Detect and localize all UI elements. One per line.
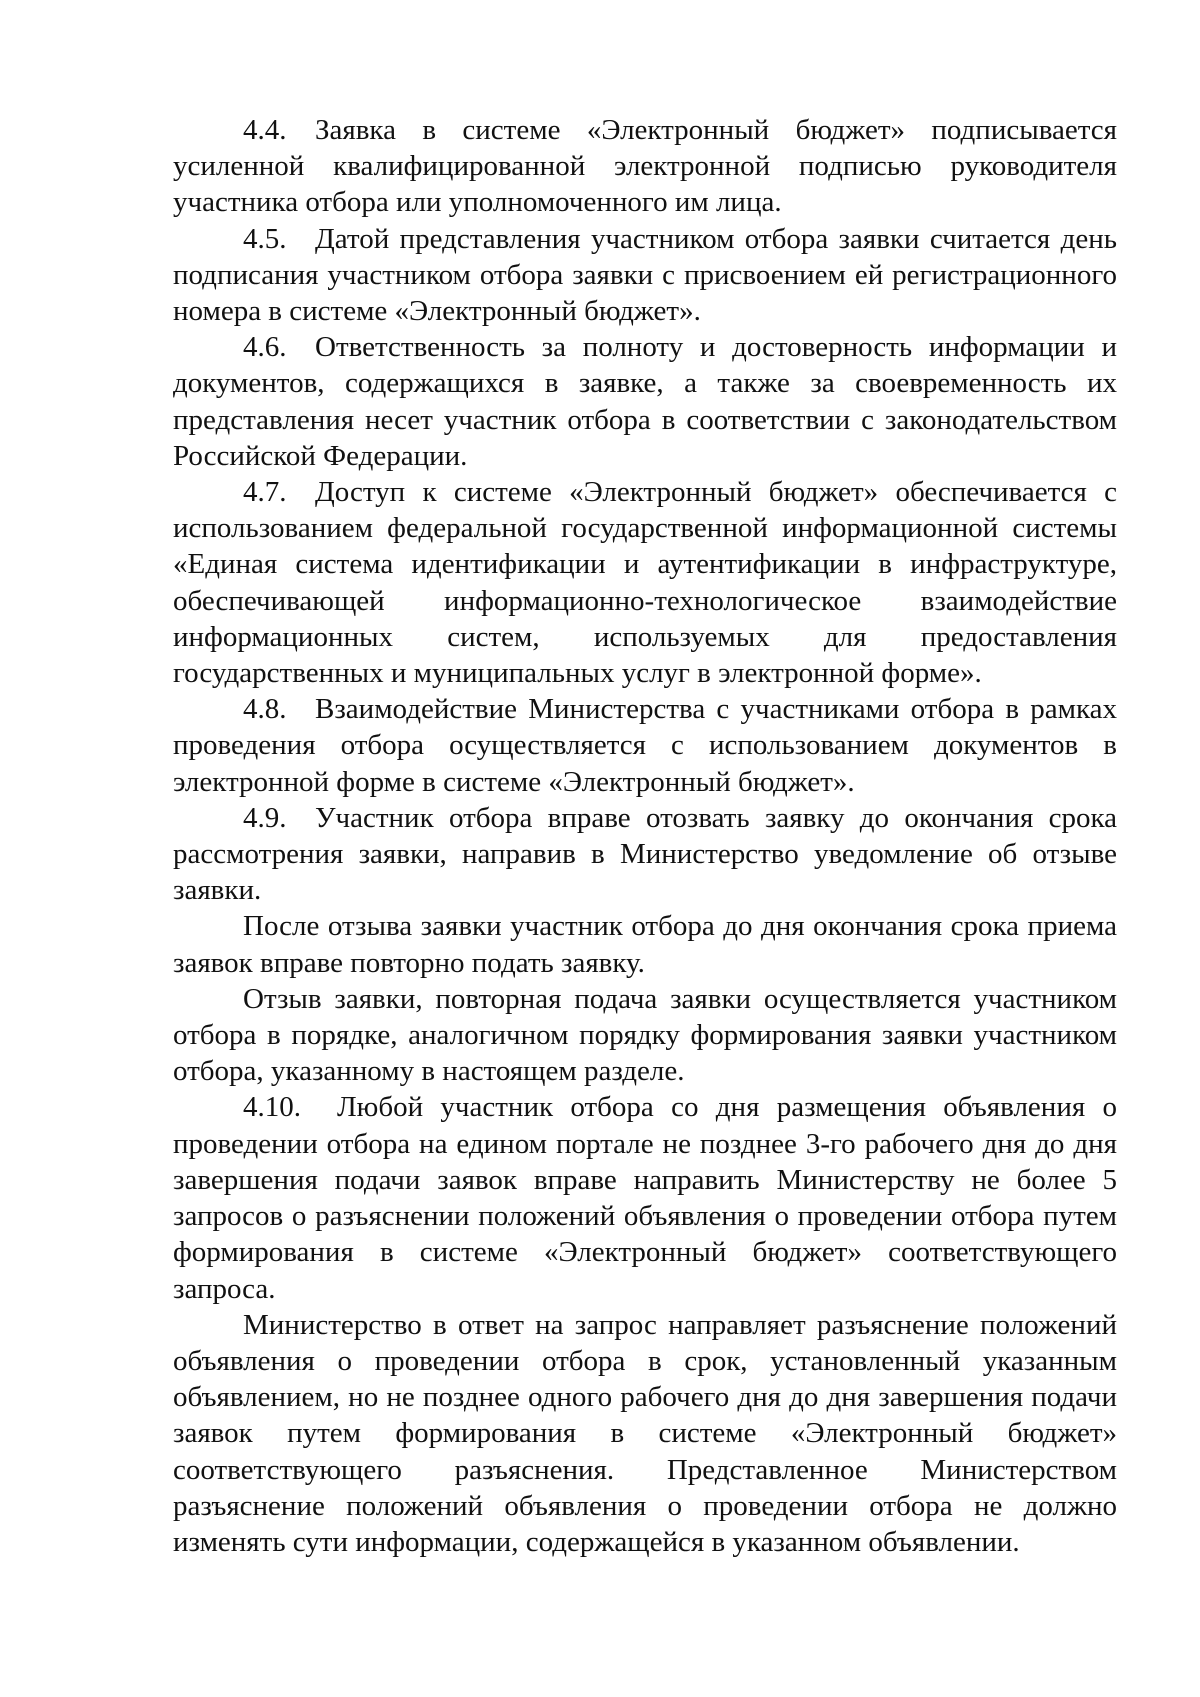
paragraph-number: 4.8. <box>243 693 287 726</box>
paragraph-4-10 <box>173 1089 1117 1306</box>
paragraph-number: 4.9. <box>243 801 287 834</box>
paragraph-withdrawal-procedure <box>173 981 1117 1090</box>
paragraph-ministry-response <box>173 1307 1117 1560</box>
paragraph-number: 4.7. <box>243 476 287 509</box>
paragraph-text: Взаимодействие Министерства с участниками отбора в рамках проведения отбора осуществляется с использованием документов в электронной форме в системе «Электронный бюджет». <box>173 693 1117 798</box>
paragraph-4-8 <box>173 691 1117 800</box>
paragraph-text: После отзыва заявки участник отбора до дня окончания срока приема заявок вправе повторно подать заявку. <box>173 910 1117 979</box>
paragraph-text: Участник отбора вправе отозвать заявку до окончания срока рассмотрения заявки, направив в Министерство уведомление об отзыве заявки. <box>173 801 1117 907</box>
paragraph-text: Ответственность за полноту и достоверность информации и документов, содержащихся в заявке, а также за своевременность их представления несет участник отбора в соответствии с законодательством Российской Федерации. <box>173 331 1117 472</box>
paragraph-number: 4.6. <box>243 331 287 364</box>
paragraph-number: 4.5. <box>243 222 287 255</box>
paragraph-4-5 <box>173 221 1117 330</box>
paragraph-text: Доступ к системе «Электронный бюджет» обеспечивается с использованием федеральной государственной информационной системы «Единая система идентификации и аутентификации в инфраструктуре, обеспечивающей информационно-технологическое взаимодействие информационных систем, используемых для предоставления государственных и муниципальных услуг в электронной форме». <box>173 476 1117 690</box>
document-page <box>173 112 1117 1560</box>
paragraph-4-6 <box>173 329 1117 474</box>
paragraph-text: Заявка в системе «Электронный бюджет» подписывается усиленной квалифицированной электронной подписью руководителя участника отбора или уполномоченного им лица. <box>173 114 1117 219</box>
paragraph-4-7 <box>173 474 1117 691</box>
paragraph-text: Любой участник отбора со дня размещения объявления о проведении отбора на едином портале не позднее 3-го рабочего дня до дня завершения подачи заявок вправе направить Министерству не более 5 запросов о разъяснении положений объявления о проведении отбора путем формирования в системе «Электронный бюджет» соответствующего запроса. <box>173 1091 1117 1305</box>
paragraph-number: 4.4. <box>243 114 287 146</box>
paragraph-text: Датой представления участником отбора заявки считается день подписания участником отбора заявки с присвоением ей регистрационного номера в системе «Электронный бюджет». <box>173 222 1117 328</box>
paragraph-4-9 <box>173 800 1117 909</box>
paragraph-text: Министерство в ответ на запрос направляет разъяснение положений объявления о проведении отбора в срок, установленный указанным объявлением, но не позднее одного рабочего дня до дня завершения подачи заявок путем формирования в системе «Электронный бюджет» соответствующего разъяснения. Представленное Министерством разъяснение положений объявления о проведении отбора не должно изменять сути информации, содержащейся в указанном объявлении. <box>173 1308 1117 1558</box>
paragraph-4-4 <box>173 112 1117 221</box>
paragraph-withdrawal-resubmit <box>173 908 1117 980</box>
paragraph-number: 4.10. <box>243 1091 301 1124</box>
paragraph-text: Отзыв заявки, повторная подача заявки осуществляется участником отбора в порядке, аналогичном порядку формирования заявки участником отбора, указанному в настоящем разделе. <box>173 982 1117 1088</box>
